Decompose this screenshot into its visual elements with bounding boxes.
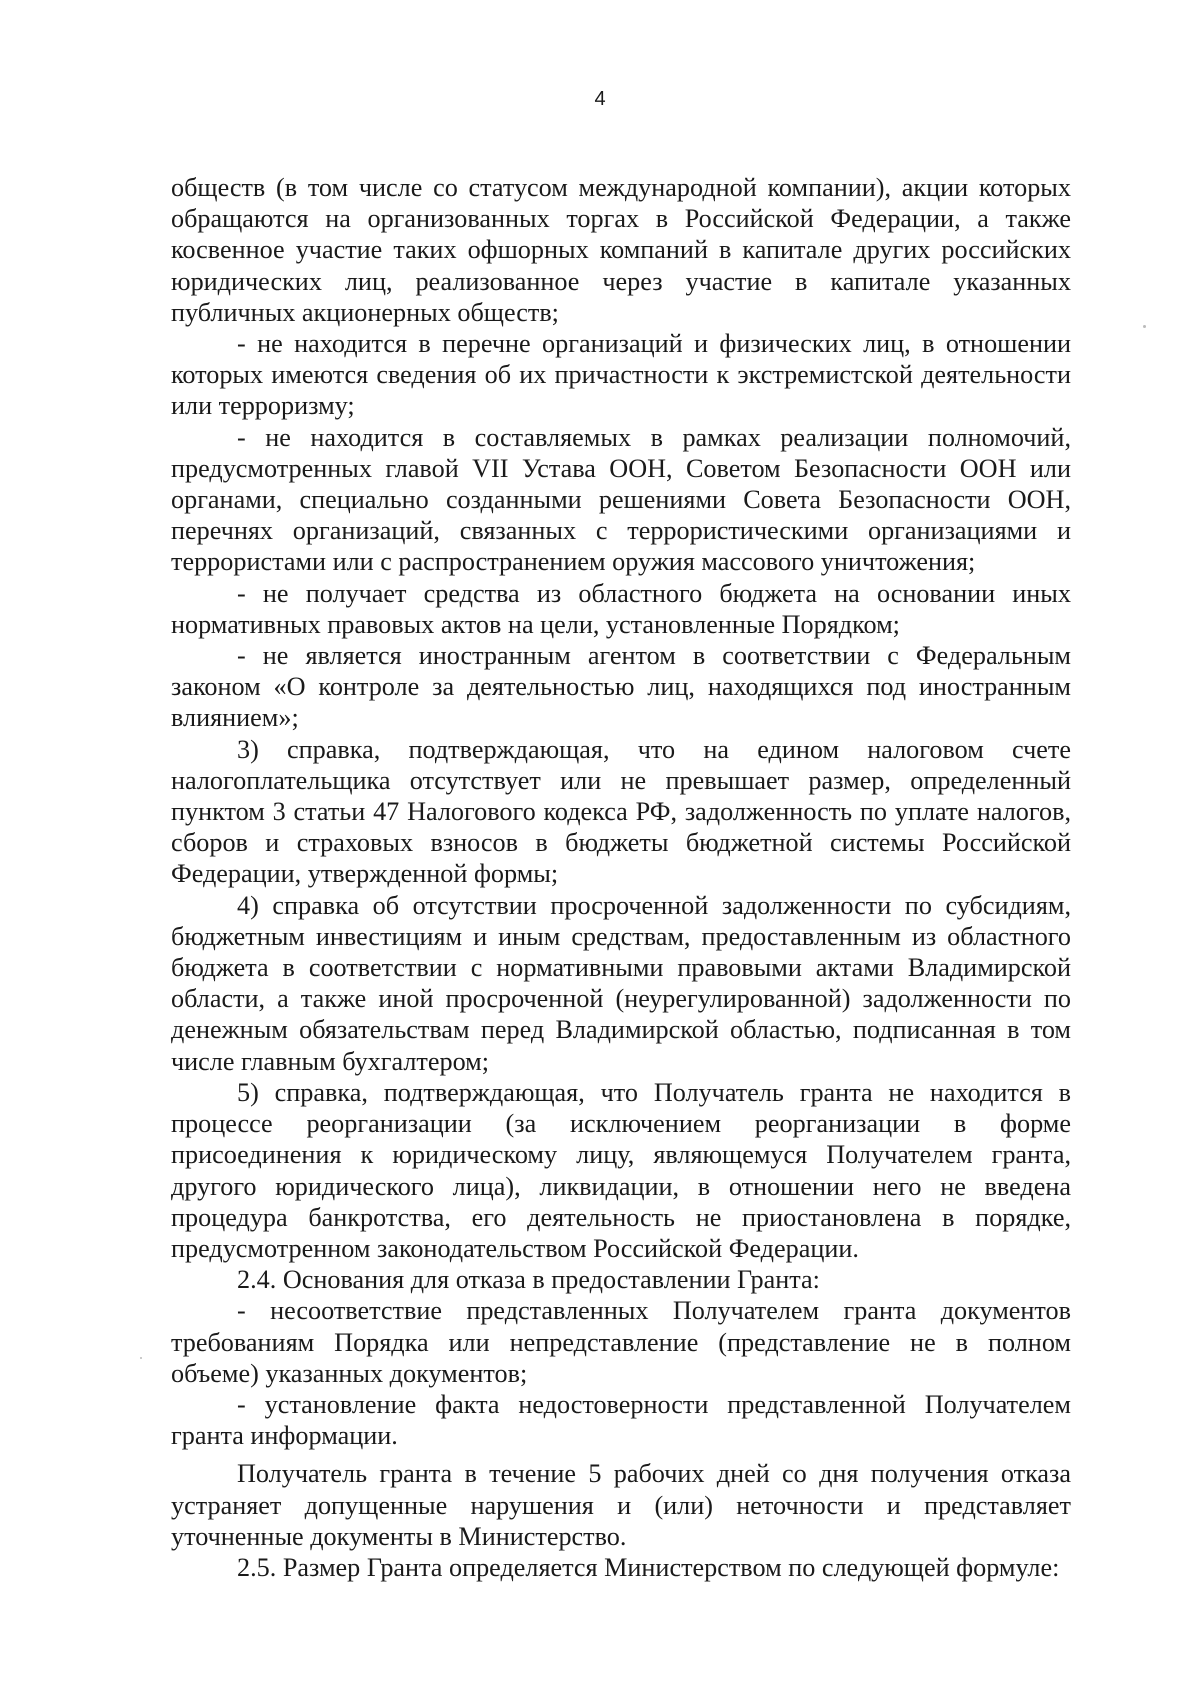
scan-speck [1143, 325, 1146, 328]
scan-speck [140, 1357, 142, 1359]
paragraph-correction-deadline: Получатель гранта в течение 5 рабочих дней со дня получения отказа устраняет допущенные нарушения и (или) неточности и представляет уточненные документы в Министерство. [171, 1459, 1071, 1551]
paragraph-foreign-agent: - не является иностранным агентом в соответствии с Федеральным законом «О контроле за деятельностью лиц, находящихся под иностранным влиянием»; [171, 641, 1071, 733]
paragraph-offshore-participation: обществ (в том числе со статусом международной компании), акции которых обращаются на организованных торгах в Российской Федерации, а также косвенное участие таких офшорных компаний в капитале других российских юридических лиц, реализованное через участие в капитале указанных публичных акционерных обществ; [171, 173, 1071, 327]
paragraph-section-2-4-heading: 2.4. Основания для отказа в предоставлении Гранта: [237, 1265, 820, 1295]
document-body [171, 172, 1071, 1583]
paragraph-item-4-debt-certificate: 4) справка об отсутствии просроченной задолженности по субсидиям, бюджетным инвестициям и иным средствам, предоставленным из областного бюджета в соответствии с нормативными правовыми актами Владимирской области, а также иной просроченной (неурегулированной) задолженности по денежным обязательствам перед Владимирской областью, подписанная в том числе главным бухгалтером; [171, 890, 1071, 1076]
paragraph-nonconformity: - несоответствие представленных Получателем гранта документов требованиям Порядка или непредставление (представление не в полном объеме) указанных документов; [171, 1296, 1071, 1388]
paragraph-un-security-council-lists: - не находится в составляемых в рамках реализации полномочий, предусмотренных главой VII Устава ООН, Советом Безопасности ООН или органами, специально созданными решениями Совета Безопасности ООН, перечнях организаций, связанных с террористическими организациями и террористами или с распространением оружия массового уничтожения; [171, 422, 1071, 577]
paragraph-item-5-reorganization-certificate: 5) справка, подтверждающая, что Получатель гранта не находится в процессе реорганизации (за исключением реорганизации в форме присоединения к юридическому лицу, являющемуся Получателем гранта, другого юридического лица), ликвидации, в отношении него не введена процедура банкротства, его деятельность не приостановлена в порядке, предусмотренном законодательством Российской Федерации. [171, 1077, 1071, 1263]
paragraph-regional-budget-funds: - не получает средства из областного бюджета на основании иных нормативных правовых актов на цели, установленные Порядком; [171, 578, 1071, 639]
paragraph-section-2-5-formula: 2.5. Размер Гранта определяется Министерством по следующей формуле: [237, 1552, 1060, 1582]
paragraph-false-information: - установление факта недостоверности представленной Получателем гранта информации. [171, 1389, 1071, 1451]
paragraph-item-3-tax-certificate: 3) справка, подтверждающая, что на едином налоговом счете налогоплательщика отсутствует или не превышает размер, определенный пунктом 3 статьи 47 Налогового кодекса РФ, задолженность по уплате налогов, сборов и страховых взносов в бюджеты бюджетной системы Российской Федерации, утвержденной формы; [171, 734, 1071, 889]
paragraph-extremism-list: - не находится в перечне организаций и физических лиц, в отношении которых имеются сведения об их причастности к экстремистской деятельности или терроризму; [171, 329, 1071, 421]
page-number: 4 [594, 88, 606, 110]
